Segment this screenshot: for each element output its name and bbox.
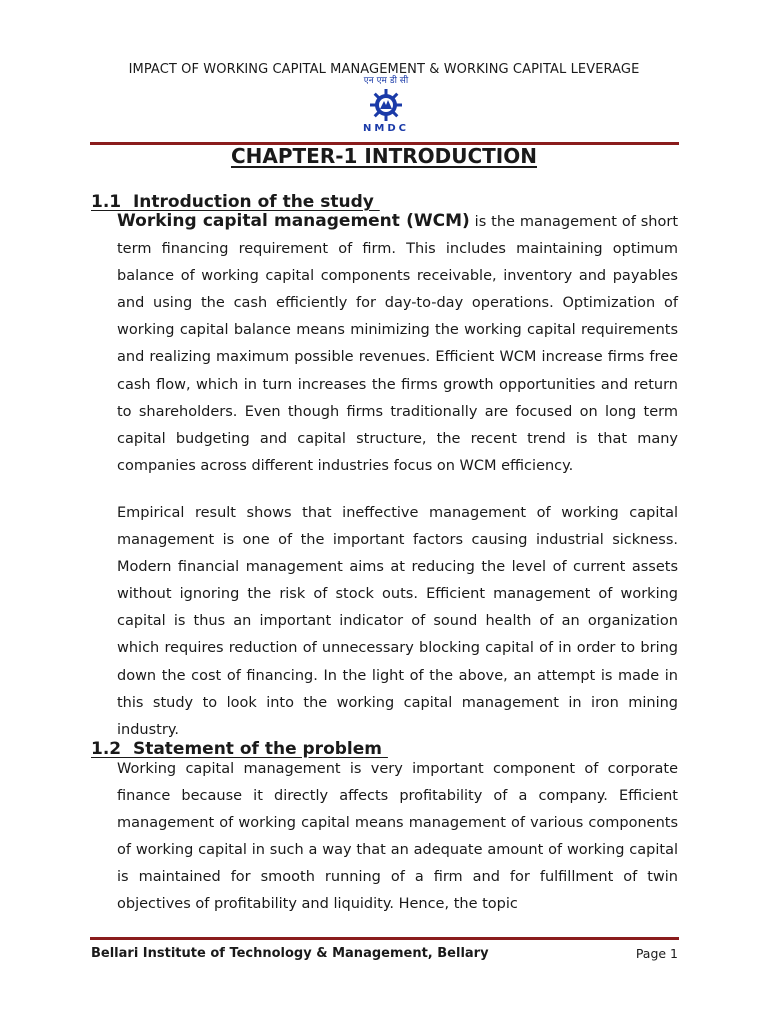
chapter-title: CHAPTER-1 INTRODUCTION (230, 144, 537, 168)
section-heading-1-2: 1.2 Statement of the problem (91, 739, 388, 759)
logo-hindi-text: एन एम डी सी (363, 76, 409, 86)
paragraph-1-2-a: Working capital management is very important component of corporate finance because it directly affects profitability of a company. Efficient management of working capital means management of various components of working capital in such a way that an adequate amount of working capital is maintained for smooth running of a firm and for fulfillment of twin objectives of profitability and liquidity. Hence, the topic (117, 761, 678, 913)
paragraph-text: is the management of short term financing requirement of firm. This includes maintaining optimum balance of working capital components receivable, inventory and payables and using the cash efficiently for day-to-day operations. Optimization of working capital balance means minimizing the working capital requirements and realizing maximum possible revenues. Efficient WCM increase firms free cash flow, which in turn increases the firms growth opportunities and return to shareholders. Even though firms traditionally are focused on long term capital budgeting and capital structure, the recent trend is that many companies across different industries focus on WCM efficiency. (117, 214, 678, 474)
logo-text: NMDC (363, 123, 409, 134)
footer-page-number: Page 1 (635, 946, 678, 961)
paragraph-1-1-b: Empirical result shows that ineffective management of working capital management is one of the important factors causing industrial sickness. Modern financial management aims at reducing the level of current assets without ignoring the risk of stock outs. Efficient management of working capital is thus an important indicator of sound health of an organization which requires reduction of unnecessary blocking capital of in order to bring down the cost of financing. In the light of the above, an attempt is made in this study to look into the working capital management in iron mining industry. (117, 505, 678, 738)
paragraph-lead-term: Working capital management (WCM) (117, 211, 470, 231)
paragraph-1-1-a (117, 208, 678, 480)
nmdc-logo (341, 76, 431, 135)
footer-institution: Bellari Institute of Technology & Management, Bellary (91, 946, 489, 961)
running-header: IMPACT OF WORKING CAPITAL MANAGEMENT & WORKING CAPITAL LEVERAGE (128, 62, 640, 77)
nmdc-emblem-icon (369, 88, 403, 122)
footer-rule (90, 937, 679, 940)
section-heading-1-1: 1.1 Introduction of the study (91, 192, 380, 212)
